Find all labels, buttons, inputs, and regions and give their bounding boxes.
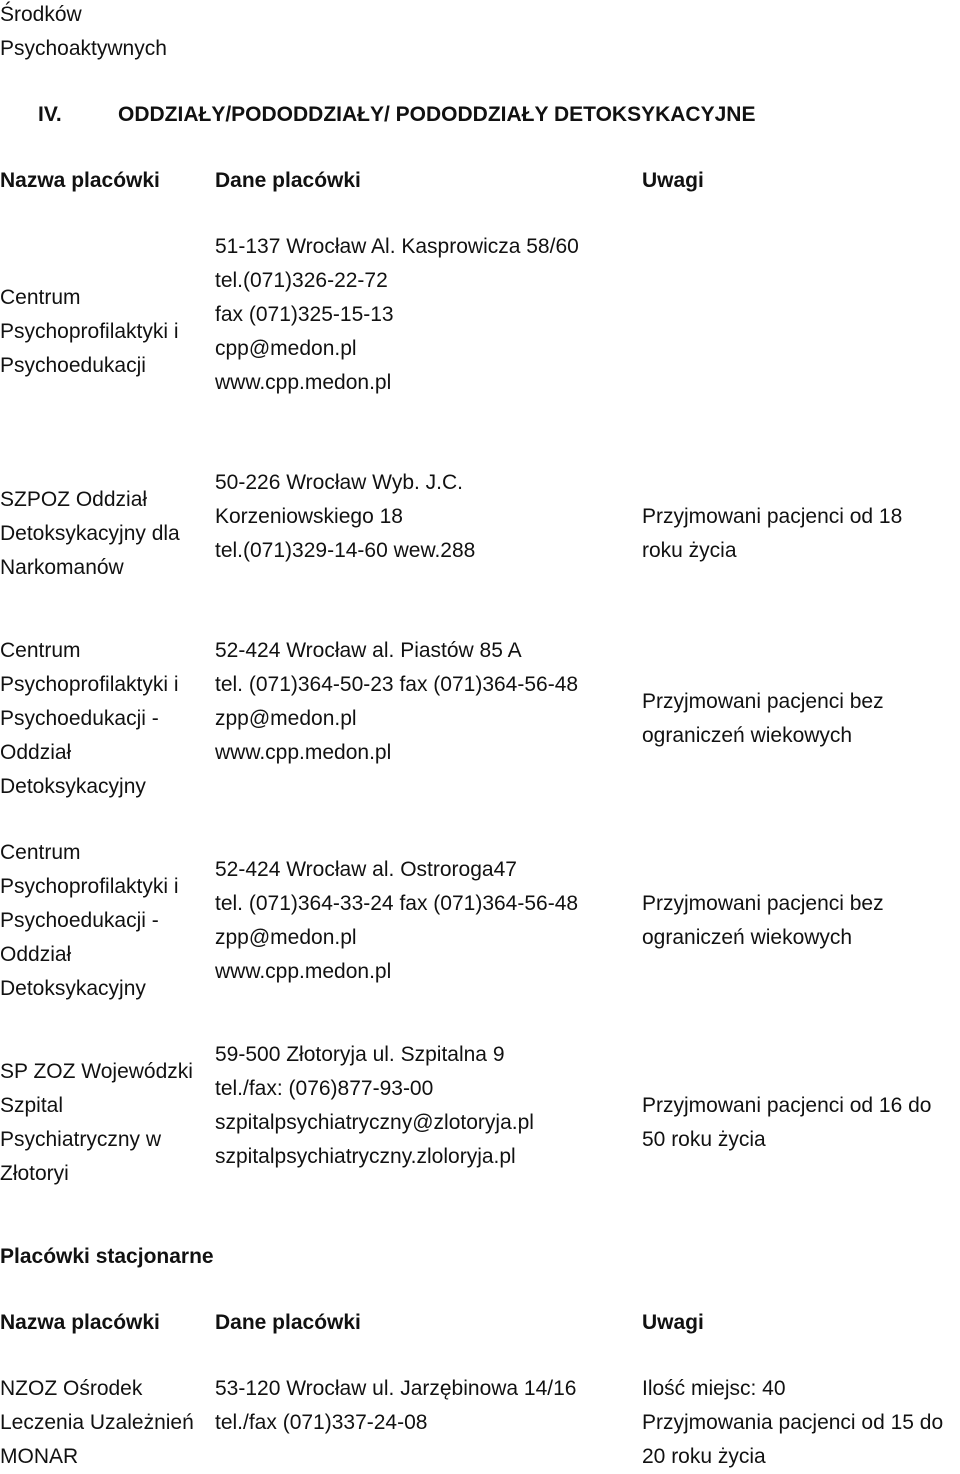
facility-name-line: Leczenia Uzależnień [0,1411,194,1434]
table-row-name [0,1055,193,1191]
facility-data-line: zpp@medon.pl [215,926,357,949]
facility-name-line: Złotoryi [0,1162,69,1185]
facility-name-line: SZPOZ Oddział [0,488,148,511]
section-title: ODDZIAŁY/PODODDZIAŁY/ PODODDZIAŁY DETOKSYKACYJNE [118,103,756,126]
table-row-notes [642,500,902,568]
facility-name-line: Oddział [0,741,72,764]
facility-notes-line: ograniczeń wiekowych [642,724,853,747]
facility-data-line: www.cpp.medon.pl [215,371,392,394]
table2-header-data: Dane placówki [215,1311,361,1334]
table-row-notes [642,1089,932,1157]
facility-name-line: NZOZ Ośrodek [0,1377,143,1400]
facility-data-line: www.cpp.medon.pl [215,960,392,983]
intro-text [0,0,167,66]
facility-name-line: Narkomanów [0,556,124,579]
facility-data-line: szpitalpsychiatryczny@zlotoryja.pl [215,1111,534,1134]
intro-line: Psychoaktywnych [0,37,167,60]
section-number: IV. [38,103,62,126]
table-row-data [215,1372,576,1440]
facility-data-line: fax (071)325-15-13 [215,303,394,326]
facility-data-line: zpp@medon.pl [215,707,357,730]
facility-notes-line: roku życia [642,539,737,562]
facility-data-line: szpitalpsychiatryczny.zloloryja.pl [215,1145,516,1168]
table-row-data [215,230,579,400]
facility-data-line: Korzeniowskiego 18 [215,505,403,528]
facility-name-line: SP ZOZ Wojewódzki [0,1060,193,1083]
table1-header-name: Nazwa placówki [0,169,160,192]
facility-data-line: tel./fax: (076)877-93-00 [215,1077,434,1100]
facility-notes-line: 20 roku życia [642,1445,766,1468]
facility-notes-line: Przyjmowani pacjenci bez [642,892,884,915]
table2-header-name: Nazwa placówki [0,1311,160,1334]
table-row-data [215,634,578,770]
facility-data-line: tel.(071)326-22-72 [215,269,388,292]
table-row-notes [642,685,884,753]
facility-data-line: 53-120 Wrocław ul. Jarzębinowa 14/16 [215,1377,577,1400]
facility-name-line: Psychoprofilaktyki i [0,875,179,898]
section-title: Placówki stacjonarne [0,1245,214,1268]
facility-notes-line: 50 roku życia [642,1128,766,1151]
facility-data-line: tel./fax (071)337-24-08 [215,1411,428,1434]
table1-header-notes: Uwagi [642,169,704,192]
facility-name-line: Szpital [0,1094,64,1117]
facility-name-line: Centrum [0,286,81,309]
facility-name-line: MONAR [0,1445,79,1468]
table-row-notes [642,1372,943,1474]
facility-notes-line: ograniczeń wiekowych [642,926,853,949]
facility-notes-line: Przyjmowani pacjenci bez [642,690,884,713]
facility-notes-line: Przyjmowani pacjenci od 18 [642,505,903,528]
facility-name-line: Detoksykacyjny [0,977,146,1000]
facility-notes-line: Ilość miejsc: 40 [642,1377,786,1400]
facility-data-line: 50-226 Wrocław Wyb. J.C. [215,471,464,494]
facility-data-line: 52-424 Wrocław al. Ostroroga47 [215,858,517,881]
facility-name-line: Psychoedukacji - [0,707,159,730]
table-row-name [0,281,179,383]
facility-data-line: 59-500 Złotoryja ul. Szpitalna 9 [215,1043,505,1066]
facility-name-line: Centrum [0,841,81,864]
facility-data-line: cpp@medon.pl [215,337,357,360]
table-row-data [215,466,475,568]
facility-name-line: Detoksykacyjny [0,775,146,798]
facility-name-line: Psychoprofilaktyki i [0,320,179,343]
table-row-name [0,1372,194,1474]
facility-notes-line: Przyjmowani pacjenci od 16 do [642,1094,932,1117]
facility-data-line: tel. (071)364-33-24 fax (071)364-56-48 [215,892,579,915]
intro-line: Środków [0,3,82,26]
facility-name-line: Oddział [0,943,72,966]
facility-data-line: 52-424 Wrocław al. Piastów 85 A [215,639,522,662]
facility-data-line: www.cpp.medon.pl [215,741,392,764]
facility-name-line: Psychoprofilaktyki i [0,673,179,696]
facility-name-line: Psychoedukacji [0,354,146,377]
table-row-name [0,483,180,585]
table1-header-data: Dane placówki [215,169,361,192]
table-row-name [0,836,179,1006]
facility-name-line: Psychiatryczny w [0,1128,162,1151]
facility-data-line: tel.(071)329-14-60 wew.288 [215,539,476,562]
facility-notes-line: Przyjmowania pacjenci od 15 do [642,1411,944,1434]
table-row-data [215,853,578,989]
table2-header-notes: Uwagi [642,1311,704,1334]
facility-name-line: Centrum [0,639,81,662]
table-row-data [215,1038,534,1174]
facility-name-line: Psychoedukacji - [0,909,159,932]
table-row-notes [642,887,884,955]
table-row-name [0,634,179,804]
facility-data-line: 51-137 Wrocław Al. Kasprowicza 58/60 [215,235,579,258]
facility-name-line: Detoksykacyjny dla [0,522,180,545]
facility-data-line: tel. (071)364-50-23 fax (071)364-56-48 [215,673,579,696]
